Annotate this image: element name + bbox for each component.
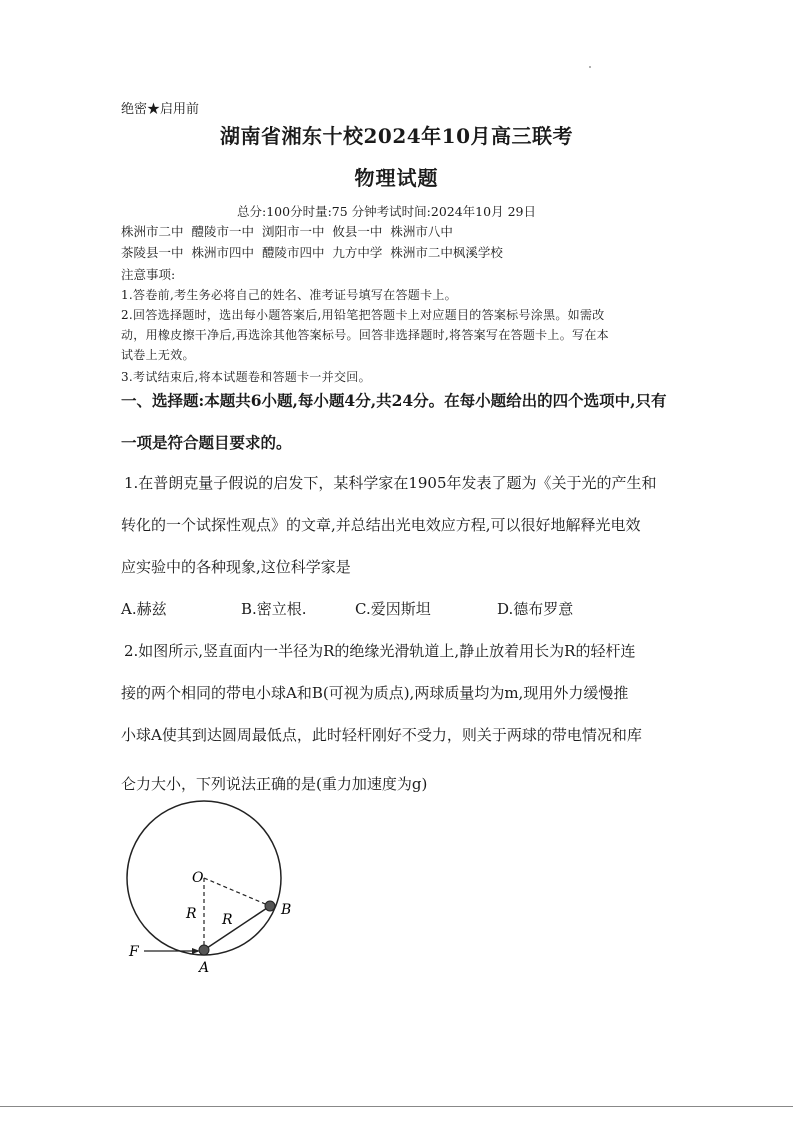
label-r-diagonal: R [222, 912, 233, 928]
school-list-line-2: 茶陵县一中 株洲市四中 醴陵市四中 九方中学 株洲市二中枫溪学校 [121, 245, 503, 260]
scan-speck [589, 66, 591, 68]
notice-item-2-cont: 动，用橡皮擦干净后,再选涂其他答案标号。回答非选择题时,将答案写在答题卡上。写在本 [121, 328, 609, 342]
label-r-vertical: R [186, 906, 197, 922]
option-a: A.赫兹 [121, 600, 167, 618]
notice-item-2-end: 试卷上无效。 [121, 348, 195, 362]
label-o: O [192, 870, 204, 886]
question-2-line-1: 2.如图所示,竖直面内一半径为R的绝缘光滑轨道上,静止放着用长为R的轻杆连 [124, 642, 636, 660]
school-list-line-1: 株洲市二中 醴陵市一中 浏阳市一中 攸县一中 株洲市八中 [121, 224, 453, 239]
question-1-line-3: 应实验中的各种现象,这位科学家是 [121, 558, 351, 576]
section-heading: 一、选择题:本题共6小题,每小题4分,共24分。在每小题给出的四个选项中,只有 [121, 391, 667, 410]
option-c: C.爱因斯坦 [355, 600, 431, 618]
section-heading-cont: 一项是符合题目要求的。 [121, 433, 292, 452]
exam-subject: 物理试题 [354, 166, 439, 190]
option-b: B.密立根. [241, 600, 307, 618]
figure-svg [112, 797, 312, 982]
notice-heading: 注意事项: [121, 267, 176, 282]
page-bottom-rule [0, 1106, 793, 1107]
question-2-line-4: 仑力大小，下列说法正确的是(重力加速度为g) [121, 775, 428, 793]
notice-item-2: 2.回答选择题时，选出每小题答案后,用铅笔把答题卡上对应题目的答案标号涂黑。如需改 [121, 308, 605, 322]
question-2-line-3: 小球A使其到达圆周最低点，此时轻杆刚好不受力，则关于两球的带电情况和库 [121, 726, 642, 744]
ball-a [199, 945, 209, 955]
exam-meta: 总分:100分时量:75 分钟考试时间:2024年10月 29日 [237, 204, 536, 219]
circle-track-figure [112, 797, 312, 982]
notice-item-3: 3.考试结束后,将本试题卷和答题卡一并交回。 [121, 370, 371, 384]
ball-b [265, 901, 275, 911]
question-1-line-1: 1.在普朗克量子假说的启发下，某科学家在1905年发表了题为《关于光的产生和 [124, 474, 657, 492]
question-1-line-2: 转化的一个试探性观点》的文章,并总结出光电效应方程,可以很好地解释光电效 [121, 516, 641, 534]
radius-to-b [204, 878, 270, 906]
question-2-line-2: 接的两个相同的带电小球A和B(可视为质点),两球质量均为m,现用外力缓慢推 [121, 684, 629, 702]
confidential-label: 绝密★启用前 [121, 102, 200, 117]
notice-item-1: 1.答卷前,考生务必将自己的姓名、准考证号填写在答题卡上。 [121, 288, 457, 302]
light-rod [204, 906, 270, 950]
label-f: F [129, 944, 139, 960]
label-b: B [281, 902, 292, 918]
exam-title: 湖南省湘东十校2024年10月高三联考 [220, 124, 573, 148]
option-d: D.德布罗意 [497, 600, 574, 618]
label-a: A [199, 960, 210, 976]
